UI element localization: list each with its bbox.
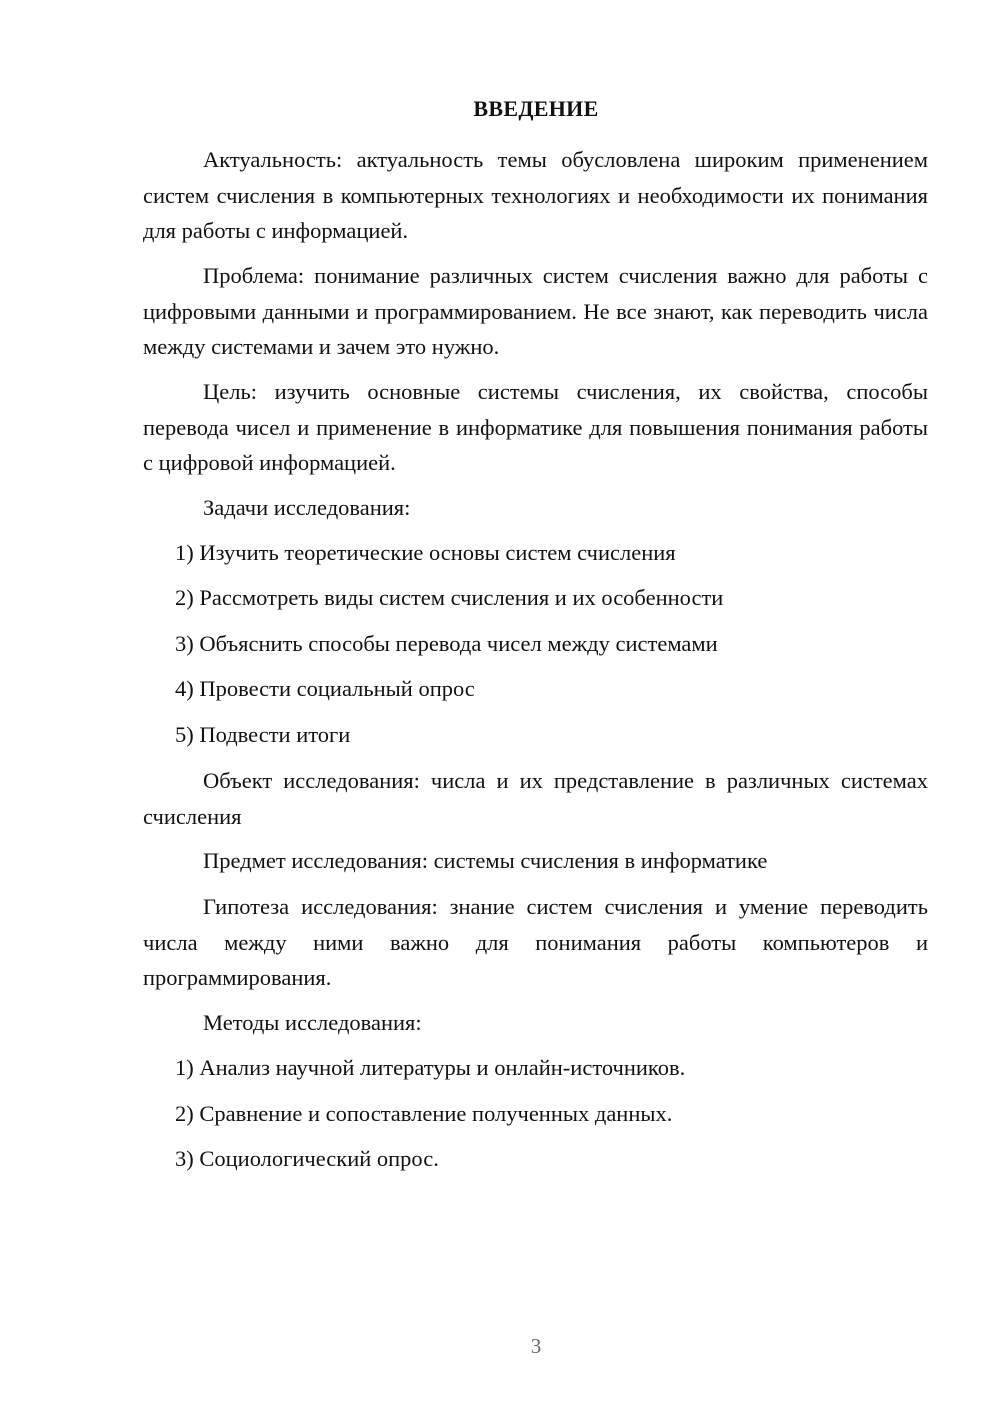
methods-title: Методы исследования: bbox=[203, 1010, 422, 1035]
page-heading: ВВЕДЕНИЕ bbox=[473, 96, 599, 121]
paragraph-hypothesis: Гипотеза исследования: знание систем счисления и умение переводить числа между ними важно для понимания работы компьютеров и программирования. bbox=[143, 894, 928, 990]
task-item: 3) Объяснить способы перевода чисел между системами bbox=[175, 631, 718, 656]
paragraph-goal: Цель: изучить основные системы счисления, их свойства, способы перевода чисел и применение в информатике для повышения понимания работы с цифровой информацией. bbox=[143, 379, 928, 475]
paragraph-subject: Предмет исследования: системы счисления в информатике bbox=[203, 848, 768, 873]
method-item: 1) Анализ научной литературы и онлайн-источников. bbox=[175, 1055, 686, 1080]
task-item: 2) Рассмотреть виды систем счисления и их особенности bbox=[175, 585, 724, 610]
task-item: 1) Изучить теоретические основы систем счисления bbox=[175, 540, 676, 565]
page-number: 3 bbox=[530, 1334, 542, 1358]
method-item: 3) Социологический опрос. bbox=[175, 1146, 439, 1171]
paragraph-relevance: Актуальность: актуальность темы обусловлена широким применением систем счисления в компьютерных технологиях и необходимости их понимания для работы с информацией. bbox=[143, 147, 928, 243]
paragraph-object: Объект исследования: числа и их представление в различных системах счисления bbox=[143, 768, 928, 829]
tasks-title: Задачи исследования: bbox=[203, 495, 411, 520]
paragraph-problem: Проблема: понимание различных систем счисления важно для работы с цифровыми данными и программированием. Не все знают, как переводить числа между системами и зачем это нужно. bbox=[143, 263, 928, 359]
task-item: 5) Подвести итоги bbox=[175, 722, 351, 747]
task-item: 4) Провести социальный опрос bbox=[175, 676, 475, 701]
method-item: 2) Сравнение и сопоставление полученных данных. bbox=[175, 1101, 673, 1126]
